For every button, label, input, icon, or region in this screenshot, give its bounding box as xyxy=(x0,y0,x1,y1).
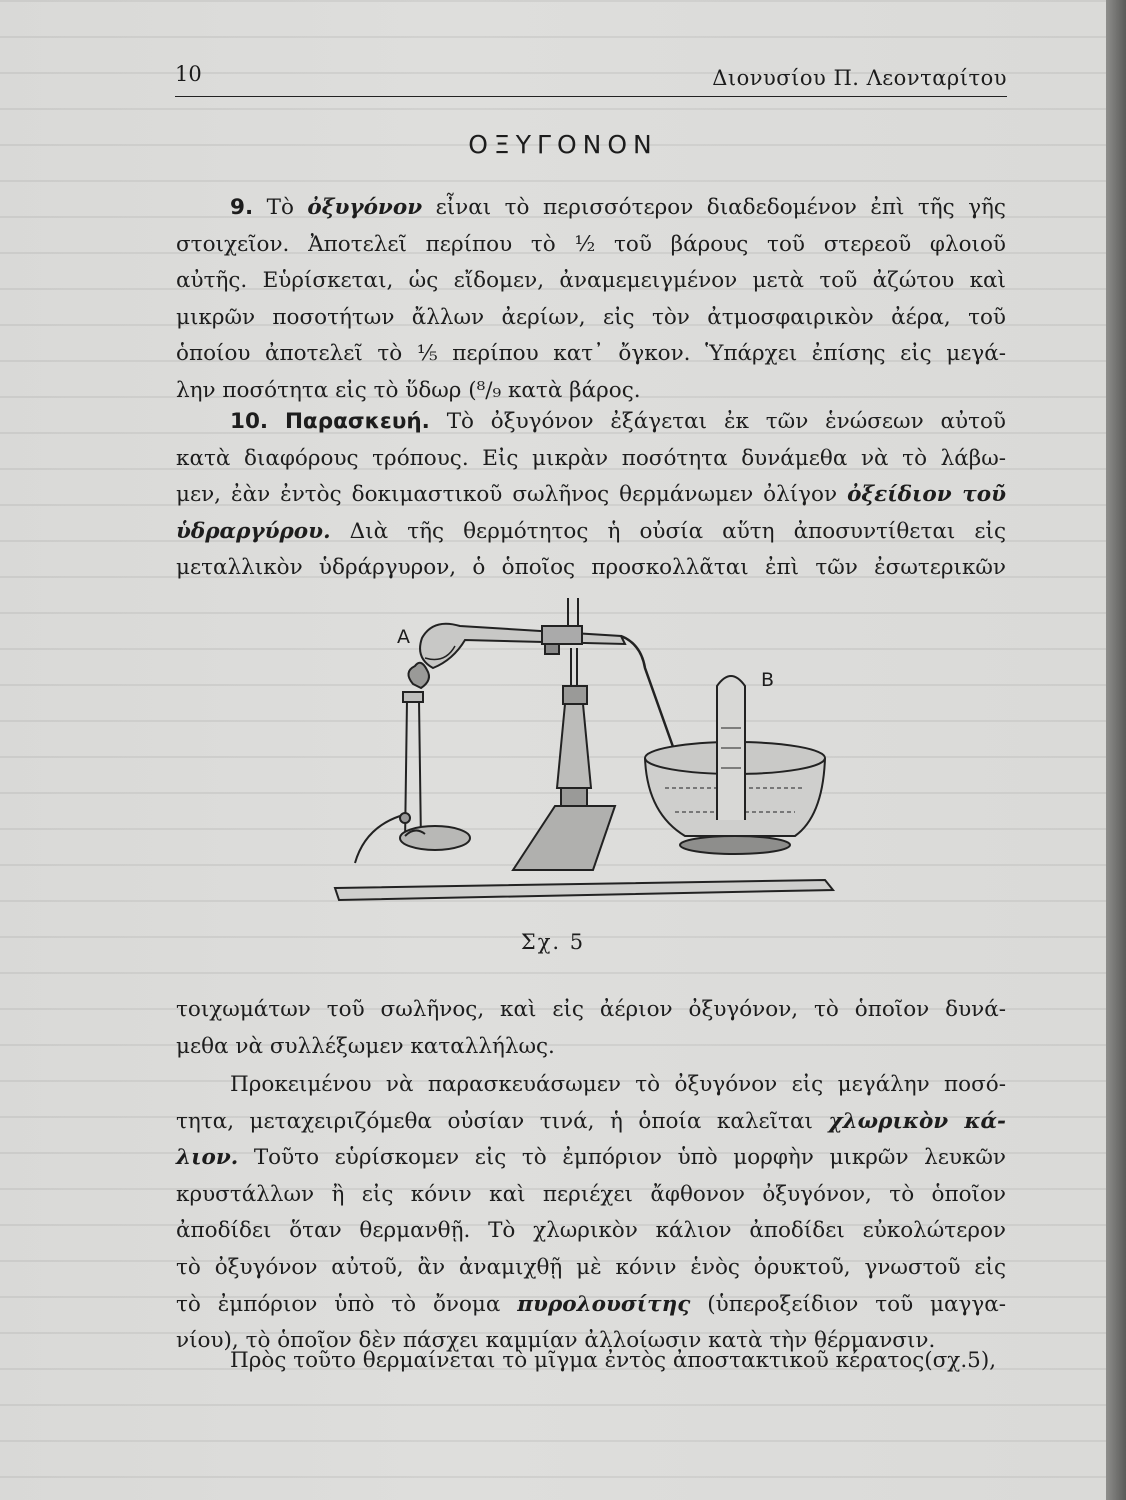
section-10-line-5: μεταλλικὸν ὑδράργυρον, ὁ ὁποῖος προσκολλᾶται ἐπὶ τῶν ἐσωτερικῶν xyxy=(176,555,1006,581)
page-header xyxy=(175,60,1007,97)
label-b: B xyxy=(761,669,775,691)
kcl-line-5: ἀποδίδει ὅταν θερμανθῇ. Τὸ χλωρικὸν κάλιον ἀποδίδει εὐκολώτερον xyxy=(176,1218,1006,1244)
section-9-number: 9. xyxy=(230,195,254,220)
section-10-line-4: ὑδραργύρου. Διὰ τῆς θερμότητος ἡ οὐσία αὕτη ἀποσυντίθεται εἰς xyxy=(176,518,1006,544)
page-number: 10 xyxy=(175,62,202,86)
term-mercury-oxide-2: ὑδραργύρου. xyxy=(176,518,331,544)
kcl-line-4: κρυστάλλων ἢ εἰς κόνιν καὶ περιέχει ἄφθονον ὀξυγόνον, τὸ ὁποῖον xyxy=(176,1181,1006,1207)
bunsen-burner xyxy=(355,663,470,863)
term-mercury-oxide-1: ὀξείδιον τοῦ xyxy=(847,482,1006,508)
section-10 xyxy=(176,404,1006,587)
after-figure-line-2: μεθα νὰ συλλέξωμεν καταλλήλως. xyxy=(176,1033,555,1059)
term-pyrolusite: πυρολουσίτης xyxy=(517,1291,691,1317)
label-a: A xyxy=(397,626,410,648)
section-9-line-5: ὁποίου ἀποτελεῖ τὸ ⅕ περίπου κατ᾽ ὄγκον. Ὑπάρχει ἐπίσης εἰς μεγά- xyxy=(176,341,1006,367)
section-9-line-6: λην ποσότητα εἰς τὸ ὕδωρ (⁸/₉ κατὰ βάρος. xyxy=(176,377,641,403)
after-figure-paragraph xyxy=(176,992,1006,1065)
running-title: Διονυσίου Π. Λεονταρίτου xyxy=(712,66,1007,90)
section-10-line-1: 10. Παρασκευή. Τὸ ὀξυγόνον ἐξάγεται ἐκ τῶν ἑνώσεων αὐτοῦ xyxy=(230,409,1006,434)
kcl-line-1: Προκειμένου νὰ παρασκευάσωμεν τὸ ὀξυγόνον εἰς μεγάλην ποσό- xyxy=(230,1072,1006,1097)
base-board xyxy=(335,880,833,900)
kcl-line-2: τητα, μεταχειριζόμεθα οὐσίαν τινά, ἡ ὁποία καλεῖται χλωρικὸν κά- xyxy=(176,1108,1006,1134)
kcl-line-6: τὸ ὀξυγόνον αὐτοῦ, ἂν ἀναμιχθῇ μὲ κόνιν ἑνὸς ὀρυκτοῦ, γνωστοῦ εἰς xyxy=(176,1254,1006,1280)
figure-caption: Σχ. 5 xyxy=(520,930,586,954)
delivery-tube xyxy=(621,636,677,758)
section-9-line-1: 9. Τὸ ὀξυγόνον εἶναι τὸ περισσότερον διαδεδομένον ἐπὶ τῆς γῆς xyxy=(230,195,1006,220)
term-oxygen: ὀξυγόνον xyxy=(307,195,423,220)
last-paragraph xyxy=(176,1343,1006,1380)
section-9-line-3: αὐτῆς. Εὑρίσκεται, ὡς εἴδομεν, ἀναμεμειγμένον μετὰ τοῦ ἀζώτου καὶ xyxy=(176,268,1006,294)
apparatus-figure xyxy=(325,588,840,913)
kcl-line-7: τὸ ἐμπόριον ὑπὸ τὸ ὄνομα πυρολουσίτης (ὑπεροξείδιον τοῦ μαγγα- xyxy=(176,1291,1006,1317)
section-9-line-2: στοιχεῖον. Ἀποτελεῖ περίπου τὸ ½ τοῦ βάρους τοῦ στερεοῦ φλοιοῦ xyxy=(176,231,1006,257)
last-line-1: Πρὸς τοῦτο θερμαίνεται τὸ μῖγμα ἐντὸς ἀποστακτικοῦ κέρατος(σχ.5), xyxy=(230,1348,997,1373)
section-10-line-2: κατὰ διαφόρους τρόπους. Εἰς μικρὰν ποσότητα δυνάμεθα νὰ τὸ λάβω- xyxy=(176,445,1006,471)
book-spine-edge xyxy=(1106,0,1126,1500)
after-figure-line-1: τοιχωμάτων τοῦ σωλῆνος, καὶ εἰς ἀέριον ὀξυγόνον, τὸ ὁποῖον δυνά- xyxy=(176,997,1006,1022)
potassium-chlorate-paragraph xyxy=(176,1067,1006,1360)
section-10-line-3: μεν, ἐὰν ἐντὸς δοκιμαστικοῦ σωλῆνος θερμάνωμεν ὀλίγον ὀξείδιον τοῦ xyxy=(176,482,1006,508)
kcl-line-3: λιον. Τοῦτο εὑρίσκομεν εἰς τὸ ἐμπόριον ὑπὸ μορφὴν μικρῶν λευκῶν xyxy=(176,1145,1006,1171)
kcl-line-8: νίου), τὸ ὁποῖον δὲν πάσχει καμμίαν ἀλλοίωσιν κατὰ τὴν θέρμανσιν. xyxy=(176,1328,936,1354)
section-10-heading: Παρασκευή. xyxy=(284,409,430,434)
section-10-number: 10. xyxy=(230,409,269,434)
section-9 xyxy=(176,190,1006,410)
term-potassium-chlorate-1: χλωρικὸν κά- xyxy=(828,1108,1006,1134)
section-9-line-4: μικρῶν ποσοτήτων ἄλλων ἀερίων, εἰς τὸν ἀτμοσφαιρικὸν ἀέρα, τοῦ xyxy=(176,304,1006,330)
chapter-title: ΟΞΥΓΟΝΟΝ xyxy=(468,130,658,159)
term-potassium-chlorate-2: λιον. xyxy=(176,1145,239,1171)
retort-a xyxy=(397,624,625,668)
